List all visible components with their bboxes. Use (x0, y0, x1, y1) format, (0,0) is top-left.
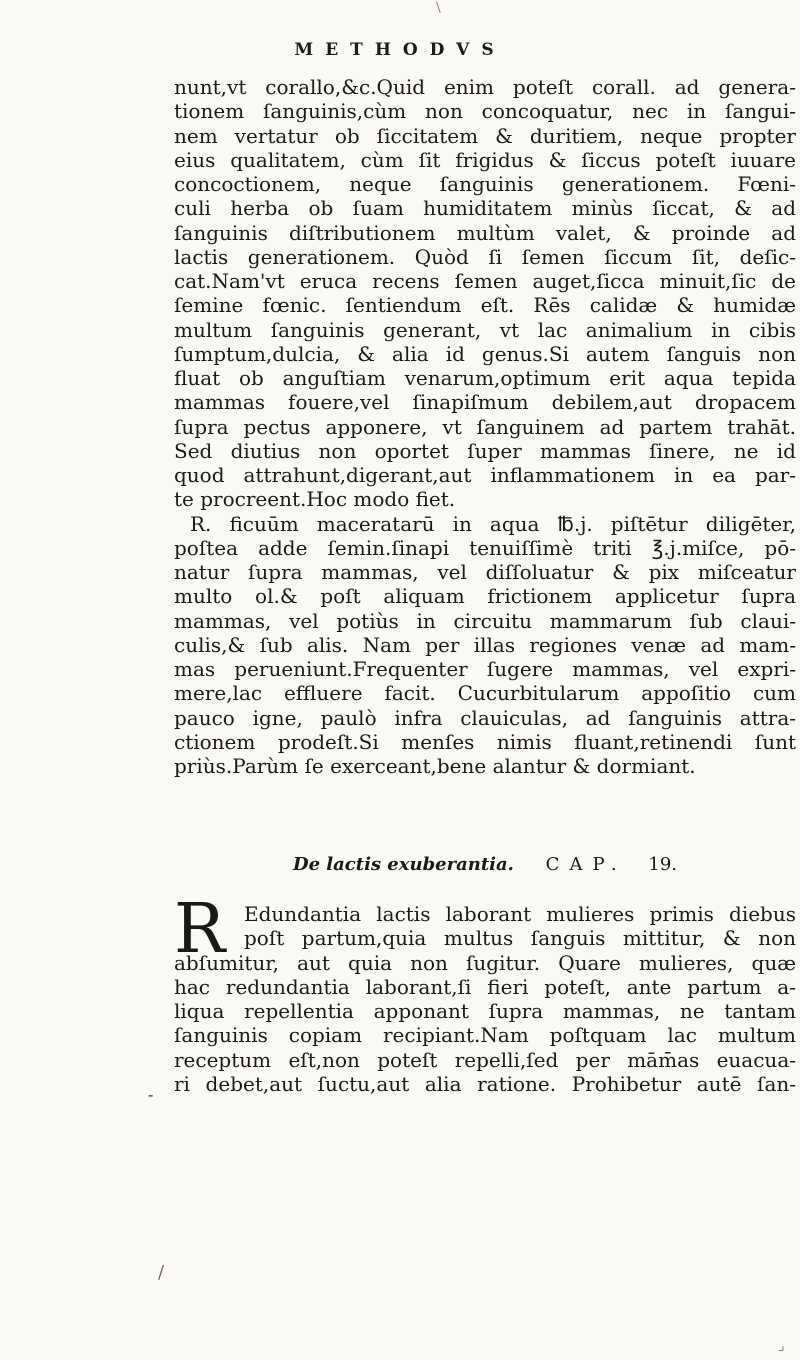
chapter-number: 19. (648, 854, 678, 875)
chapter-title: De lactis exuberantia. (292, 854, 514, 875)
corner-mark: ⌟ (778, 1338, 785, 1354)
chapter-cap-label: CAP. (545, 854, 627, 875)
running-head: METHODVS (294, 40, 506, 60)
text-line: ſupra pectus apponere, vt ſanguinem ad partem trahāt. (174, 414, 796, 439)
text-line: Edundantia lactis laborant mulieres primis diebus (244, 902, 796, 926)
text-line: lactis generationem. Quòd ſi ſemen ſiccum ſit, deſic- (174, 244, 796, 269)
chapter-heading (174, 850, 796, 880)
text-line: mammas fouere,vel ſinapiſmum debilem,aut dropacem (174, 390, 796, 415)
text-line: ſanguinis copiam recipiant.Nam poſtquam lac multum (174, 1023, 796, 1048)
text-line: hac redundantia laborant,ſi fieri poteſt, ante partum a- (174, 974, 796, 999)
top-edge-mark: \ (436, 0, 441, 16)
text-line: quod attrahunt,digerant,aut inflammationem in ea par- (174, 463, 796, 487)
text-line: ri debet,aut ſuctu,aut alia ratione. Prohibetur autē ſan- (174, 1071, 796, 1096)
text-line: cat.Nam'vt eruca recens ſemen auget,ſicca minuit,ſic de (174, 269, 796, 293)
text-line: multum ſanguinis generant, vt lac animalium in cibis (174, 317, 796, 342)
margin-mark: - (148, 1085, 154, 1104)
text-line: culis,& ſub alis. Nam per illas regiones venæ ad mam- (174, 632, 796, 657)
drop-cap: R (174, 890, 226, 969)
text-line: receptum eſt,non poteſt repelli,ſed per mām̄as euacua- (174, 1047, 796, 1072)
text-line: ſemine fœnic. ſentiendum eſt. Rēs calidæ & humidæ (174, 293, 796, 318)
text-line: ſumptum,dulcia, & alia id genus.Si autem ſanguis non (174, 341, 796, 366)
chapter-text-block (174, 890, 796, 1096)
text-line: mere,lac effluere facit. Cucurbitularum appoſitio cum (174, 681, 796, 706)
text-line: mammas, vel potiùs in circuitu mammarum ſub claui- (174, 608, 796, 633)
text-line: concoctionem, neque ſanguinis generationem. Fœni- (174, 172, 796, 196)
text-line: poſtea adde ſemin.ſinapi tenuiſſimè triti ℥.j.miſce, pō- (174, 535, 796, 560)
text-line: poſt partum,quia multus ſanguis mittitur, & non (244, 926, 796, 951)
text-line: nem vertatur ob ſiccitatem & duritiem, neque propter (174, 123, 796, 148)
recipe-line: R. ficuūm maceratarū in aqua ℔.j. piſtētur diligēter, (190, 511, 796, 536)
text-line: abſumitur, aut quia non ſugitur. Quare mulieres, quæ (174, 950, 796, 975)
text-line: natur ſupra mammas, vel diſſoluatur & pix miſceatur (174, 560, 796, 584)
text-line: nunt,vt corallo,&c.Quid enim poteſt corall. ad genera- (174, 75, 796, 99)
stray-mark: / (158, 1262, 165, 1283)
text-line: Sed diutius non oportet ſuper mammas ſinere, ne id (174, 438, 796, 463)
text-line: culi herba ob ſuam humiditatem minùs ſiccat, & ad (174, 196, 796, 221)
text-line: mas perueniunt.Frequenter ſugere mammas, vel expri- (174, 657, 796, 681)
text-line: ſanguinis diſtributionem multùm valet, & proinde ad (174, 220, 796, 245)
text-line: multo ol.& poſt aliquam frictionem applicetur ſupra (174, 584, 796, 609)
text-line: priùs.Parùm ſe exerceant,bene alantur & dormiant. (174, 754, 696, 778)
text-line: fluat ob anguſtiam venarum,optimum erit aqua tepida (174, 366, 796, 390)
text-line: liqua repellentia apponant ſupra mammas, ne tantam (174, 999, 796, 1023)
text-line: pauco igne, paulò infra clauiculas, ad ſanguinis attra- (174, 705, 796, 730)
text-line: ctionem prodeſt.Si menſes nimis fluant,retinendi ſunt (174, 729, 796, 754)
main-text-block (174, 75, 796, 778)
text-line: tionem ſanguinis,cùm non concoquatur, nec in ſangui- (174, 99, 796, 124)
text-line: te procreent.Hoc modo fiet. (174, 487, 456, 512)
text-line: eius qualitatem, cùm ſit frigidus & ſiccus poteſt iuuare (174, 147, 796, 172)
